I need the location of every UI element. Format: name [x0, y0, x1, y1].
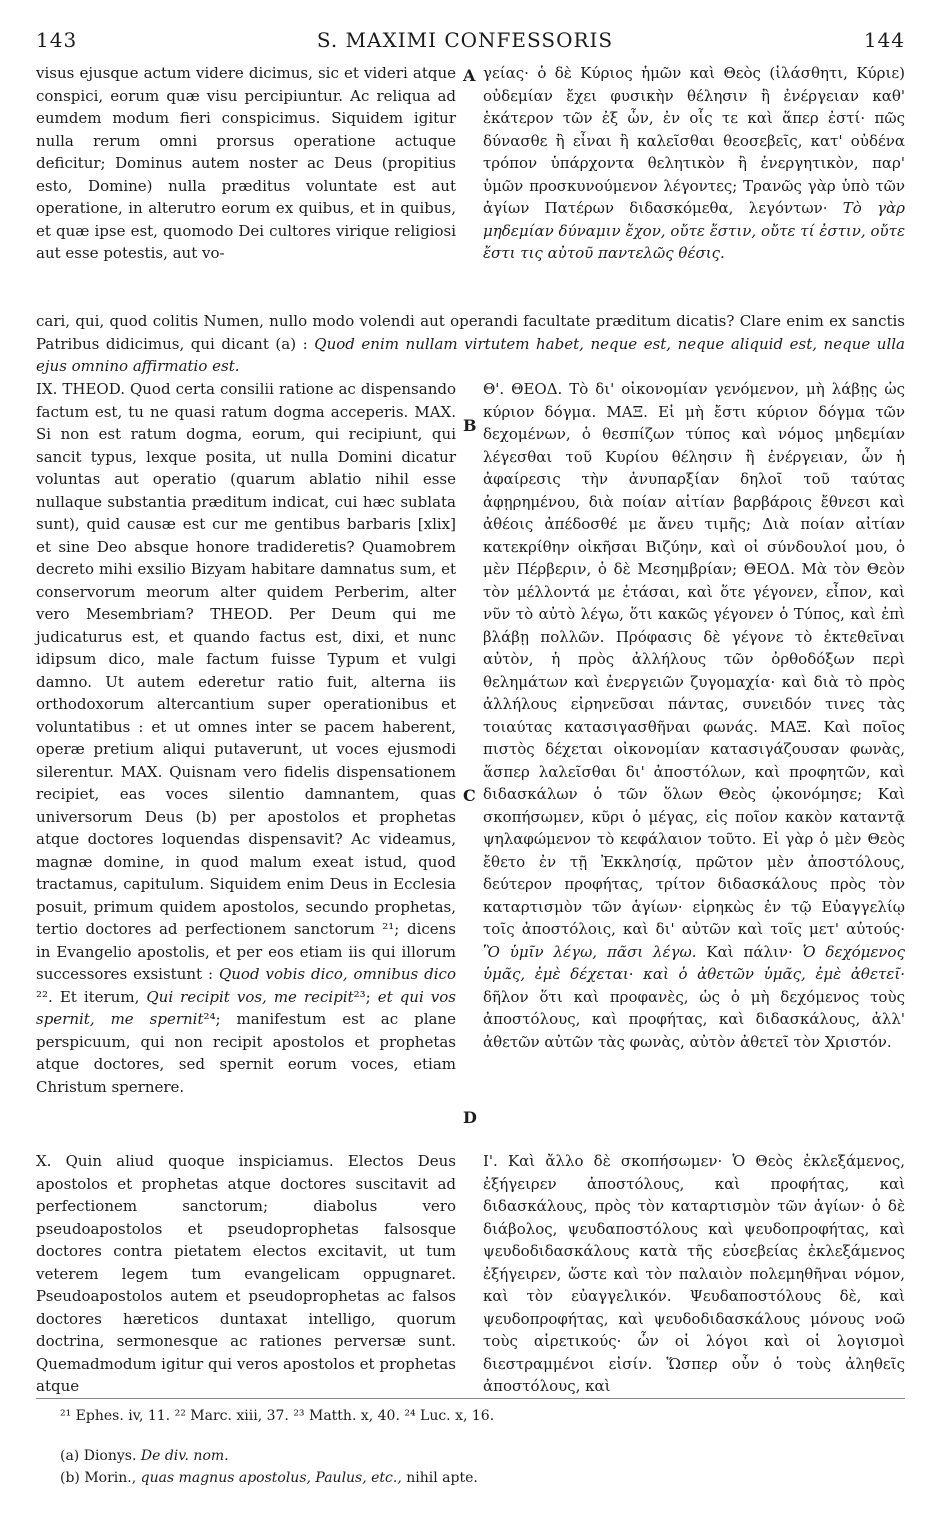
latin-quote-1: Quod vobis dico, omnibus dico: [218, 965, 456, 983]
latin-text-2: IX. THEOD. Quod certa consilii ratione ac dispensando factum est, tu ne quasi ratum dogma acceperis. MAX. Si non est ratum dogma, eorum, qui recipiunt, qui sancit typus, lexque posita, ut nulla Domini dicatur voluntas aut operatio (quarum ablatio nihil esse nullaque substantia præditum indicat, cui hæc sublata sunt), quid causæ est cur me gentibus barbaris [xlix] et sine Deo absque honore tradideretis? Quamobrem decreto mihi exsilio Bizyam habitare damnatus sum, et conservorum meorum alter quidem Perberim, alter vero Mesembriam? THEOD. Per Deum qui me judicaturus est, et quando factus est, dixi, et nunc idipsum dico, male factum fuisse Typum et vulgi damno. Ut autem ederetur ratio fuit, alterna iis orthodoxorum altercantium super operationibus et voluntatibus : et ut omnes inter se pacem haberent, operæ pretium aliqui putaverunt, ut voces ejusmodi silerentur. MAX. Quisnam vero fidelis dispensationem recipiet, eas voces silentio damnantem, quas universorum Deus (b) per apostolos et prophetas atque doctores loquendas dispensavit? Ac videamus, magnæ domine, in quod malum exeat istud, quod tractamus, capitulum. Siquidem enim Deus in Ecclesia posuit, primum quidem apostolos, secundo prophetas, tertio doctores ad perfectionem sanctorum ²¹; dicens in Evangelio apostolis, et per eos etiam iis qui illorum successores exsistunt : Quod vobis dico, omnibus dico ²². Et iterum, Qui recipit vos, me recipit²³; et qui vos spernit, me spernit²⁴; manifestum est ac plane perspicuum, qui non recipit apostolos et prophetas atque doctores, sed spernit eorum voces, etiam Christum spernere.: [36, 380, 456, 1096]
footnote-divider: [36, 1398, 905, 1399]
margin-marker-c: C: [463, 786, 476, 805]
greek-text-1: γείας· ὁ δὲ Κύριος ἡμῶν καὶ Θεὸς (ἱλάσθητι, Κύριε) οὐδεμίαν ἔχει φυσικὴν θέλησιν ἢ ἐνέργειαν καθ' ἑκάτερον τῶν ἐξ ὧν, ἐν οἷς τε καὶ ἅπερ ἐστί· πῶς δύνασθε ἢ εἶναι ἢ καλεῖσθαι θεοσεβεῖς, κατ' οὐδένα τρόπον ὑπάρχοντα θελητικὸν ἢ ἐνεργητικὸν, παρ' ὑμῶν προσκυνούμενον λέγοντες; Τρανῶς γὰρ ὑπὸ τῶν ἁγίων Πατέρων διδασκόμεθα, λεγόντων· Τὸ γὰρ μηδεμίαν δύναμιν ἔχον, οὔτε ἔστιν, οὔτε τί ἐστιν, οὔτε ἔστι τις αὐτοῦ παντελῶς θέσις.: [483, 64, 905, 262]
greek-paragraph-3: [483, 1150, 905, 1398]
bridge-paragraph: [36, 310, 905, 378]
greek-quote-2: Ὃ ὑμῖν λέγω, πᾶσι λέγω.: [483, 942, 697, 961]
margin-marker-d: D: [463, 1108, 477, 1127]
greek-quote-1: Τὸ γὰρ μηδεμίαν δύναμιν ἔχον, οὔτε ἔστιν, οὔτε τί ἐστιν, οὔτε ἔστι τις αὐτοῦ παντελῶς θέσις.: [483, 199, 905, 262]
greek-quote-3: Ὁ δεχόμενος ὑμᾶς, ἐμὲ δέχεται· καὶ ὁ ἀθετῶν ὑμᾶς, ἐμὲ ἀθετεῖ·: [483, 942, 905, 983]
latin-quote-3: et qui vos spernit, me spernit: [36, 987, 456, 1028]
greek-text-3: Ι'. Καὶ ἄλλο δὲ σκοπήσωμεν· Ὁ Θεὸς ἐκλεξάμενος, ἐξήγειρεν ἀποστόλους, καὶ προφήτας, καὶ διδασκάλους, πρὸς τὸν καταρτισμὸν τῶν ἁγίων· ὁ δὲ διάβολος, ψευδαποστόλους καὶ ψευδοπροφήτας, καὶ ψευδοδιδασκάλους κατὰ τῆς εὐσεβείας ἐκλεξάμενος ἐξήγειρεν, ὥστε καὶ τὸν παλαιὸν πολεμηθῆναι νόμον, καὶ τὸν εὐαγγελικόν. Ψευδαποστόλους δὲ, καὶ ψευδοπροφήτας, καὶ ψευδοδιδασκάλους μόνους νοῶ τοὺς αἱρετικούς· ὧν οἱ λόγοι καὶ οἱ λογισμοὶ διεστραμμένοι εἰσίν. Ὥσπερ οὖν ὁ τοὺς ἀληθεῖς ἀποστόλους, καὶ: [483, 1152, 905, 1395]
latin-text-1: visus ejusque actum videre dicimus, sic et videri atque conspici, eorum quæ visu percipiuntur. Ac reliqua ad eumdem modum fieri conspicimus. Siquidem igitur nulla rerum omni prorsus operatione actuque deficitur; Dominus autem noster ac Deus (propitius esto, Domine) nulla præditus voluntate est aut operatione, in alterutro eorum ex quibus, et in quibus, et quæ ipse est, quomodo Dei cultores virique religiosi aut esse potestis, aut vo-: [36, 64, 456, 262]
running-title: S. MAXIMI CONFESSORIS: [316, 28, 614, 52]
latin-text-3: X. Quin aliud quoque inspiciamus. Electos Deus apostolos et prophetas atque doctores suscitavit ad perfectionem sanctorum; diabolus vero pseudoapostolos et pseudoprophetas falsosque doctores contra pietatem electos excitavit, ut tum veterem legem tum evangelicam oppugnaret. Pseudoapostolos autem et pseudoprophetas ac falsos doctores hæreticos duntaxat intelligo, quorum doctrina, sermonesque ac rationes perversæ sunt. Quemadmodum igitur qui veros apostolos et prophetas atque: [36, 1152, 456, 1395]
greek-paragraph-2: [483, 378, 905, 1053]
latin-quote-2: Qui recipit vos, me recipit: [146, 987, 354, 1006]
page-number-left: 143: [36, 28, 78, 52]
footnote-a: (a) Dionys. De div. nom.: [60, 1448, 229, 1464]
page-number-right: 144: [863, 28, 905, 52]
scripture-references: ²¹ Ephes. iv, 11. ²² Marc. xiii, 37. ²³ Matth. x, 40. ²⁴ Luc. x, 16.: [60, 1408, 495, 1424]
latin-paragraph-2: [36, 378, 456, 1098]
latin-paragraph-1: [36, 62, 456, 265]
margin-marker-b: B: [463, 416, 477, 435]
latin-paragraph-3: [36, 1150, 456, 1398]
bridge-quote: Quod enim nullam virtutem habet, neque est, neque aliquid est, neque ulla ejus omnino affirmatio est.: [36, 334, 905, 375]
footnote-b: (b) Morin., quas magnus apostolus, Paulus, etc., nihil apte.: [60, 1470, 478, 1486]
greek-text-2: Θ'. ΘΕΟΔ. Τὸ δι' οἰκονομίαν γενόμενον, μὴ λάβῃς ὡς κύριον δόγμα. ΜΑΞ. Εἰ μὴ ἔστι κύριον δόγμα τῶν δεχομένων, ὁ θεσπίζων τύπος καὶ νόμος μηδεμίαν λέγεσθαι τοῦ Κυρίου θέλησιν ἢ ἐνέργειαν, ὧν ἡ ἀφαίρεσις τὴν ἀνυπαρξίαν δηλοῖ τοῦ ταύτας ἀφῃρημένου, διὰ ποίαν αἰτίαν βαρβάροις ἔθνεσι καὶ ἀθέοις ἀπέδοσθέ με ἄνευ τιμῆς; Διὰ ποίαν αἰτίαν κατεκρίθην οἰκῆσαι Βιζύην, καὶ οἱ σύνδουλοί μου, ὁ μὲν Πέρβεριν, ὁ δὲ Μεσημβρίαν; ΘΕΟΔ. Μὰ τὸν Θεὸν τὸν μέλλοντά με ἐτάσαι, καὶ ὅτε γέγονεν, εἶπον, καὶ νῦν τὸ αὐτὸ λέγω, ὅτι κακῶς γέγονεν ὁ Τύπος, καὶ ἐπὶ βλάβῃ πολλῶν. Πρόφασις δὲ γέγονε τὸ ἐκτεθεῖναι αὐτὸν, ἡ πρὸς ἀλλήλους τῶν ὀρθοδόξων περὶ θελημάτων καὶ ἐνεργειῶν ζυγομαχία· καὶ διὰ τὸ πρὸς ἀλλήλους εἰρηνεῦσαι πάντας, συνειδόν τινες τὰς τοιαύτας κατασιγασθῆναι φωνάς. ΜΑΞ. Καὶ ποῖος πιστὸς δέχεται οἰκονομίαν κατασιγάζουσαν φωνὰς, ἅσπερ λαλεῖσθαι δι' ἀποστόλων, καὶ προφητῶν, καὶ διδασκάλων ὁ τῶν ὅλων Θεὸς ᾠκονόμησε; Καὶ σκοπήσωμεν, κῦρι ὁ μέγας, εἰς ποῖον κακὸν καταντᾷ ψηλαφώμενον τὸ κεφάλαιον τοῦτο. Εἰ γὰρ ὁ μὲν Θεὸς ἔθετο ἐν τῇ Ἐκκλησίᾳ, πρῶτον μὲν ἀποστόλους, δεύτερον προφήτας, τρίτον διδασκάλους πρὸς τὸν καταρτισμὸν τῶν ἁγίων· εἰρηκὼς ἐν τῷ Εὐαγγελίῳ τοῖς ἀποστόλοις, καὶ δι' αὐτῶν καὶ τοῖς μετ' αὐτούς· Ὃ ὑμῖν λέγω, πᾶσι λέγω. Καὶ πάλιν· Ὁ δεχόμενος ὑμᾶς, ἐμὲ δέχεται· καὶ ὁ ἀθετῶν ὑμᾶς, ἐμὲ ἀθετεῖ· δῆλον ὅτι καὶ προφανὲς, ὡς ὁ μὴ δεχόμενος τοὺς ἀποστόλους, καὶ προφήτας, καὶ διδασκάλους, ἀλλ' ἀθετῶν αὐτῶν τὰς φωνὰς, αὐτὸν ἀθετεῖ τὸν Χριστόν.: [483, 380, 905, 1051]
bridge-text: cari, qui, quod colitis Numen, nullo modo volendi aut operandi facultate præditum dicatis? Clare enim ex sanctis Patribus didicimus, qui dicant (a) :: [36, 312, 905, 353]
margin-marker-a: A: [463, 66, 476, 85]
greek-paragraph-1: [483, 62, 905, 265]
